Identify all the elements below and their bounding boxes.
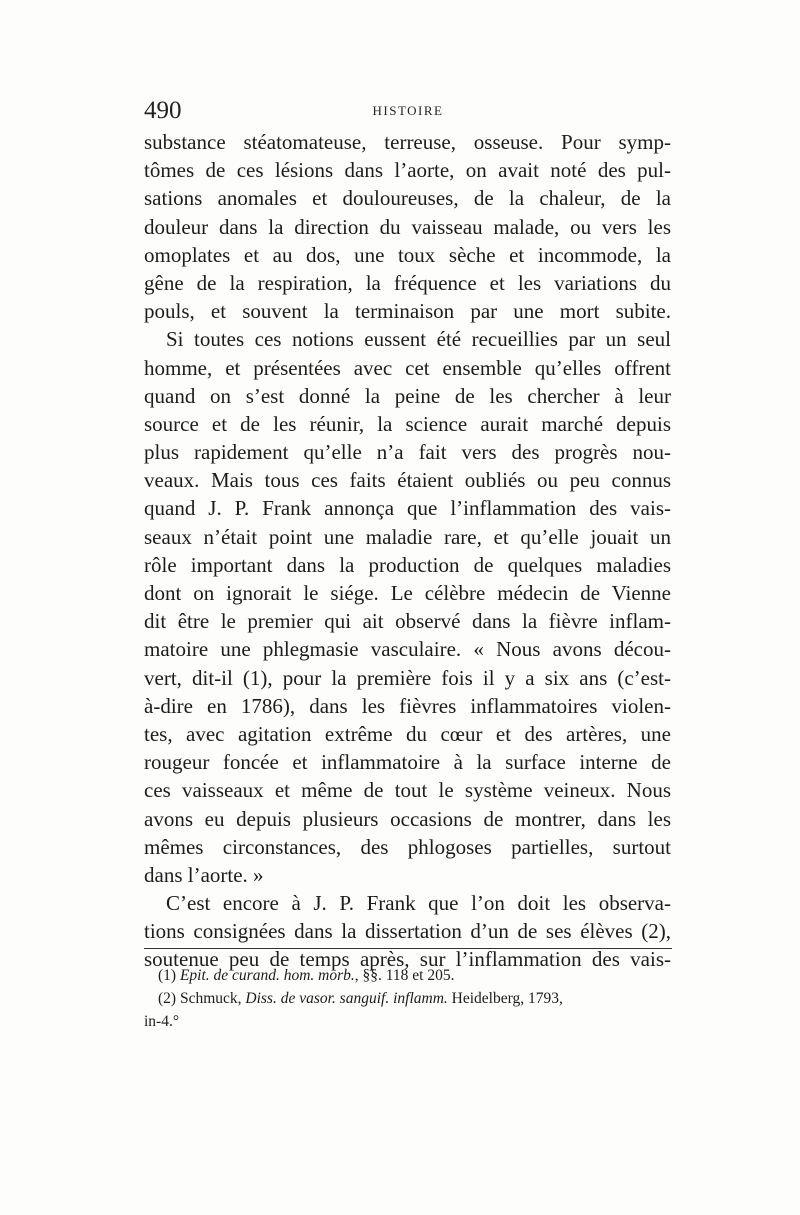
page-header xyxy=(144,96,672,126)
text-line: source et de les réunir, la science aurait marché depuis xyxy=(144,411,671,436)
paragraph-start-line: C’est encore à J. P. Frank que l’on doit les observa- xyxy=(166,891,671,916)
footnote-reference: Heidelberg, 1793, xyxy=(451,990,563,1007)
running-head: HISTOIRE xyxy=(372,103,444,118)
text-line: quand J. P. Frank annonça que l’inflammation des vais- xyxy=(144,496,671,521)
text-line: seaux n’était point une maladie rare, et qu’elle jouait un xyxy=(144,524,671,549)
footnote-reference: , §§. 118 et 205. xyxy=(354,967,455,984)
text-line: gêne de la respiration, la fréquence et les variations du xyxy=(144,270,671,295)
footnotes xyxy=(144,964,672,1033)
text-line: quand on s’est donné la peine de les chercher à leur xyxy=(144,383,671,408)
text-line: mêmes circonstances, des phlogoses partielles, surtout xyxy=(144,834,671,859)
text-line: tes, avec agitation extrême du cœur et des artères, une xyxy=(144,721,671,746)
footnote-author: Schmuck, xyxy=(179,990,242,1007)
text-line: substance stéatomateuse, terreuse, osseuse. Pour symp- xyxy=(144,130,671,154)
text-line: omoplates et au dos, une toux sèche et incommode, la xyxy=(144,242,671,267)
body-text xyxy=(144,128,671,974)
text-line: dont on ignorait le siége. Le célèbre médecin de Vienne xyxy=(144,581,671,605)
text-line: plus rapidement qu’elle n’a fait vers des progrès nou- xyxy=(144,440,671,465)
footnote-marker: (2) xyxy=(158,990,177,1007)
text-line: tômes de ces lésions dans l’aorte, on avait noté des pul- xyxy=(144,158,671,183)
footnote-rule xyxy=(144,948,672,949)
text-line: pouls, et souvent la terminaison par une mort subite. xyxy=(144,299,671,324)
footnote-title: Diss. de vasor. sanguif. inflamm. xyxy=(245,990,448,1007)
paragraph-end-line: dans l’aorte. » xyxy=(144,862,264,887)
text-line: douleur dans la direction du vaisseau malade, ou vers les xyxy=(144,214,671,239)
text-line: vert, dit-il (1), pour la première fois il y a six ans (c’est- xyxy=(144,665,671,690)
text-line: sations anomales et douloureuses, de la chaleur, de la xyxy=(144,186,671,211)
footnote-marker: (1) xyxy=(158,967,177,984)
text-line: rôle important dans la production de quelques maladies xyxy=(144,552,671,577)
text-line: matoire une phlegmasie vasculaire. « Nous avons décou- xyxy=(144,637,671,662)
paragraph-start-line: Si toutes ces notions eussent été recueillies par un seul xyxy=(166,327,671,352)
footnote-1 xyxy=(144,964,672,987)
text-line: veaux. Mais tous ces faits étaient oubliés ou peu connus xyxy=(144,468,671,493)
text-line: avons eu depuis plusieurs occasions de montrer, dans les xyxy=(144,806,671,831)
footnote-2 xyxy=(144,987,672,1010)
text-line: soutenue peu de temps après, sur l’inflammation des vais- xyxy=(144,947,671,972)
footnote-title: Epit. de curand. hom. morb. xyxy=(179,967,355,984)
text-line: ces vaisseaux et même de tout le système veineux. Nous xyxy=(144,778,671,803)
text-line: homme, et présentées avec cet ensemble qu’elles offrent xyxy=(144,355,671,380)
footnote-2-continuation: in-4.° xyxy=(144,1013,180,1030)
text-line: dit être le premier qui ait observé dans la fièvre inflam- xyxy=(144,609,671,634)
text-line: à-dire en 1786), dans les fièvres inflammatoires violen- xyxy=(144,693,671,718)
page-number: 490 xyxy=(144,97,182,124)
text-line: rougeur foncée et inflammatoire à la surface interne de xyxy=(144,750,671,775)
text-line: tions consignées dans la dissertation d’un de ses élèves (2), xyxy=(144,919,671,944)
